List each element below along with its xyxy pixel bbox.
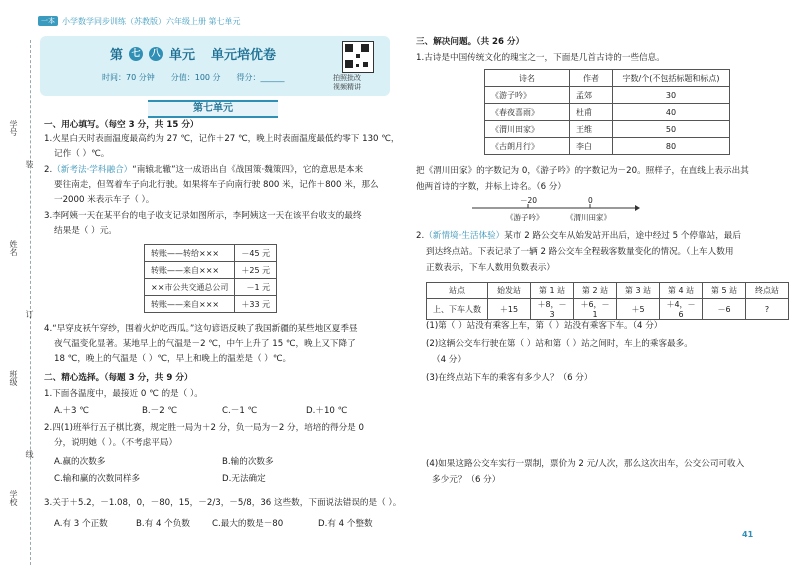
poem-author: 李白 xyxy=(570,138,613,155)
ledger-amount: －45 元 xyxy=(235,245,277,262)
c3-option-d[interactable]: D.有 4 个整数 xyxy=(318,519,373,529)
q4-line-b: 夜气温变化显著。某地早上的气温是－2 ℃，中午上升了 15 ℃，晚上又下降了 xyxy=(54,339,356,349)
poem-header-row xyxy=(485,70,730,87)
label-name: 姓名 xyxy=(9,240,18,256)
p2-line-b: 到达终点站。下表记录了一辆 2 路公交车全程载客数量变化的情况。（上车人数用 xyxy=(426,247,734,257)
section-1-title: 一、用心填写。（每空 3 分，共 15 分） xyxy=(44,120,199,130)
p2-q4-b: 多少元？（6 分） xyxy=(432,475,501,485)
book-title: 小学数学同步训练（苏教版）六年级上册 第七单元 xyxy=(62,16,241,26)
bus-cell: 上、下车人数 xyxy=(427,299,488,320)
c3-option-c[interactable]: C.最大的数是－80 xyxy=(212,519,284,529)
bus-cell: ＋15 xyxy=(488,299,531,320)
p1-line-b: 他两首诗的字数，并标上诗名。（6 分） xyxy=(416,182,566,192)
section-banner: 第七单元 xyxy=(148,100,278,118)
qr-caption-line-1: 拍照批改 xyxy=(333,74,361,82)
unit-title xyxy=(110,44,276,63)
bus-cell: ＋4，－6 xyxy=(660,299,703,320)
poem-count: 30 xyxy=(613,87,730,104)
bus-header-row xyxy=(427,283,789,299)
bus-col-header: 第 2 站 xyxy=(574,283,617,299)
fold-mark-1: 装 xyxy=(25,160,34,168)
binding-margin xyxy=(0,40,34,565)
section-3-title: 三、解决问题。（共 26 分） xyxy=(416,37,525,47)
q4-line-a: 4.“早穿皮袄午穿纱，围着火炉吃西瓜。”这句谚语反映了我国新疆的某些地区夏季昼 xyxy=(44,324,358,334)
qr-caption-line-2: 视频精讲 xyxy=(333,83,361,91)
ledger-row xyxy=(145,279,277,296)
poem-name: 《游子吟》 xyxy=(485,87,570,104)
p1-stem: 1.古诗是中国传统文化的瑰宝之一，下面是几首古诗的一些信息。 xyxy=(416,53,665,63)
poem-name: 《渭川田家》 xyxy=(485,121,570,138)
page-number: 41 xyxy=(742,530,754,539)
q2-line-c: 一2000 米表示车子（ ）。 xyxy=(54,195,155,205)
poem-name: 《古朗月行》 xyxy=(485,138,570,155)
ledger-item: 转账——来自××× xyxy=(145,262,235,279)
bus-table xyxy=(426,282,789,320)
col-header: 诗名 xyxy=(485,70,570,87)
ledger-row xyxy=(145,262,277,279)
q2-line-b: 要往南走，但驾着车子向北行驶。如果将车子向南行驶 800 米，记作＋800 米，那么 xyxy=(54,180,379,190)
fold-mark-3: 线 xyxy=(25,450,34,458)
bus-col-header: 站点 xyxy=(427,283,488,299)
poem-row xyxy=(485,104,730,121)
c3-option-b[interactable]: B.有 4 个负数 xyxy=(136,519,190,529)
poem-count: 80 xyxy=(613,138,730,155)
p2-q2-a: (2)这辆公交车行驶在第（ ）站和第（ ）站之间时，车上的乘客最多。 xyxy=(426,339,693,349)
section-2-title: 二、精心选择。（每题 3 分，共 9 分） xyxy=(44,373,193,383)
poem-table xyxy=(484,69,730,155)
p2-text: 某市 2 路公交车从始发站开出后，途中经过 5 个停靠站，最后 xyxy=(504,231,741,241)
poem-author: 孟郊 xyxy=(570,87,613,104)
unit-header-card xyxy=(40,36,390,96)
p2-tag: （新情境·生活体验） xyxy=(424,231,505,241)
top-bar xyxy=(38,14,398,28)
c2-line-b: 分，说明她（ ）。（不考虑平局） xyxy=(54,438,178,448)
c1-option-b[interactable]: B.－2 ℃ xyxy=(142,406,178,416)
unit-badge-a: 七 xyxy=(129,47,143,61)
label-school: 学校 xyxy=(9,490,18,506)
exam-meta xyxy=(102,72,285,83)
c3-option-a[interactable]: A.有 3 个正数 xyxy=(54,519,108,529)
bus-col-header: 始发站 xyxy=(488,283,531,299)
unit-prefix: 第 xyxy=(110,48,124,63)
unit-suffix: 单元 xyxy=(169,48,196,63)
poem-row xyxy=(485,87,730,104)
bus-col-header: 第 4 站 xyxy=(660,283,703,299)
q4-line-c: 18 ℃，晚上的气温是（ ）℃，早上和晚上的温差是（ ）℃。 xyxy=(54,354,292,364)
p1-line-a: 把《渭川田家》的字数记为 0，《游子吟》的字数记为－20。照样子，在直线上表示出其 xyxy=(416,166,749,176)
poem-row xyxy=(485,138,730,155)
ledger-amount: ＋33 元 xyxy=(235,296,277,313)
c2-option-c[interactable]: C.输和赢的次数同样多 xyxy=(54,474,141,484)
fold-mark-2: 订 xyxy=(25,310,34,318)
p2-q3: (3)在终点站下车的乘客有多少人？（6 分） xyxy=(426,373,593,383)
p2-q1: (1)第（ ）站没有乘客上车，第（ ）站没有乘客下车。（4 分） xyxy=(426,321,663,331)
p2-q4-a: (4)如果这路公交车实行一票制，票价为 2 元/人次，那么这次出车，公交公司可收入 xyxy=(426,459,745,469)
bus-cell: －6 xyxy=(703,299,746,320)
c3-stem: 3.关于＋5.2，－1.08，0，－80，15，－2/3，－5/8，36 这些数，下面说法错误的是（ ）。 xyxy=(44,498,402,508)
qr-code-icon[interactable] xyxy=(342,41,374,73)
poem-count: 40 xyxy=(613,104,730,121)
c1-option-a[interactable]: A.＋3 ℃ xyxy=(54,406,89,416)
poem-name: 《春夜喜雨》 xyxy=(485,104,570,121)
exam-title: 单元培优卷 xyxy=(211,48,277,63)
c1-stem: 1.下面各温度中，最接近 0 ℃ 的是（ ）。 xyxy=(44,389,203,399)
nl-tick-mid: 0 xyxy=(588,196,593,205)
bus-cell: ＋5 xyxy=(617,299,660,320)
ledger-item: ××市公共交通总公司 xyxy=(145,279,235,296)
bus-cell: ? xyxy=(746,299,789,320)
bus-cell: ＋6，－1 xyxy=(574,299,617,320)
nl-tick-left: －20 xyxy=(520,196,538,205)
bus-data-row xyxy=(427,299,789,320)
ledger-row xyxy=(145,296,277,313)
fold-line xyxy=(30,40,31,565)
number-line xyxy=(470,196,640,226)
bus-col-header: 第 1 站 xyxy=(531,283,574,299)
bus-col-header: 第 3 站 xyxy=(617,283,660,299)
c2-line-a: 2.四(1)班举行五子棋比赛，规定胜一局为＋2 分，负一局为－2 分，培培的得分是 0 xyxy=(44,423,364,433)
col-header: 字数/个(不包括标题和标点) xyxy=(613,70,730,87)
q1-line-a: 1.火星白天时表面温度最高约为 27 ℃，记作＋27 ℃，晚上时表面温度最低约零下 130 ℃， xyxy=(44,134,400,144)
time-limit: 时间：70 分钟 xyxy=(102,73,155,82)
bus-col-header: 终点站 xyxy=(746,283,789,299)
total-score: 分值：100 分 xyxy=(170,73,221,82)
qr-caption xyxy=(333,74,361,92)
poem-author: 杜甫 xyxy=(570,104,613,121)
brand-tag: 一本 xyxy=(38,16,58,26)
ledger-table xyxy=(144,244,277,313)
ledger-amount: ＋25 元 xyxy=(235,262,277,279)
label-class: 班级 xyxy=(9,370,18,386)
unit-badge-b: 八 xyxy=(149,47,163,61)
q3-line-a: 3.李阿姨一天在某平台的电子收支记录如图所示，李阿姨这一天在该平台收支的最终 xyxy=(44,211,362,221)
label-student-id: 学号 xyxy=(9,120,18,136)
ledger-item: 转账——来自××× xyxy=(145,296,235,313)
p2-line-a: 2.（新情境·生活体验）某市 2 路公交车从始发站开出后，途中经过 5 个停靠站，最后 xyxy=(416,231,741,241)
poem-row xyxy=(485,121,730,138)
q3-line-b: 结果是（ ）元。 xyxy=(54,226,117,236)
bus-cell: ＋8，－3 xyxy=(531,299,574,320)
c2-option-b[interactable]: B.输的次数多 xyxy=(222,457,274,467)
q2-tag: （新考法·学科融合） xyxy=(52,165,133,175)
q2-text: “南辕北辙”这一成语出自《战国策·魏策四》，它的意思是本来 xyxy=(132,165,364,175)
ledger-row xyxy=(145,245,277,262)
c1-option-d[interactable]: D.＋10 ℃ xyxy=(306,406,348,416)
ledger-item: 转账——转给××× xyxy=(145,245,235,262)
nl-label-left: 《游子吟》 xyxy=(506,213,544,222)
nl-label-mid: 《渭川田家》 xyxy=(566,213,611,222)
poem-author: 王维 xyxy=(570,121,613,138)
poem-count: 50 xyxy=(613,121,730,138)
p2-q2-b: （4 分） xyxy=(432,355,466,365)
score-field: 得分：______ xyxy=(236,73,285,82)
c2-option-a[interactable]: A.赢的次数多 xyxy=(54,457,106,467)
bus-col-header: 第 5 站 xyxy=(703,283,746,299)
col-header: 作者 xyxy=(570,70,613,87)
c1-option-c[interactable]: C.－1 ℃ xyxy=(222,406,258,416)
ledger-amount: －1 元 xyxy=(235,279,277,296)
q2-line-a: 2.（新考法·学科融合）“南辕北辙”这一成语出自《战国策·魏策四》，它的意思是本来 xyxy=(44,165,364,175)
c2-option-d[interactable]: D.无法确定 xyxy=(222,474,266,484)
q1-line-b: 记作（ ）℃。 xyxy=(54,149,110,159)
p2-line-c: 正数表示，下车人数用负数表示） xyxy=(426,263,555,273)
